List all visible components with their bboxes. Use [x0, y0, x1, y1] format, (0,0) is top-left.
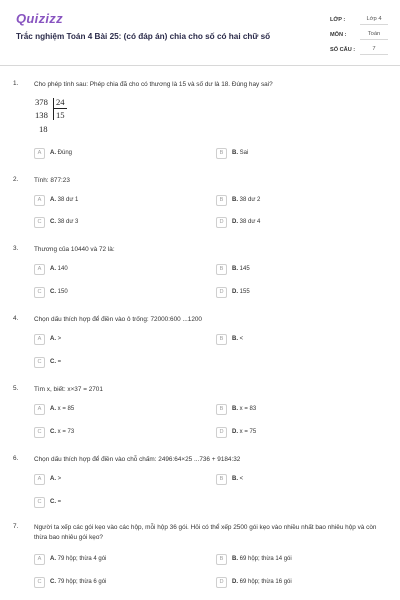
option-text: 38 dư 2 [239, 197, 261, 203]
option-text: 38 dư 1 [57, 197, 79, 203]
option-text: 79 hộp; thừa 4 gói [57, 556, 107, 562]
division-vertical-line [53, 98, 54, 120]
question-text: Chọn dấu thích hợp để điền vào ô trống: 72000:600 ...1200 [34, 316, 202, 323]
meta-value-subject: Toán [360, 31, 388, 40]
option-letter-box: A [34, 554, 45, 565]
option-letter-box: B [216, 554, 227, 565]
question-text: Người ta xếp các gói kẹo vào các hộp, mỗi hộp 36 gói. Hỏi có thể xếp 2500 gói kẹo vào nhiều nhất bao nhiêu hộp và còn thừa bao nhiêu gói kẹo? [34, 524, 377, 541]
option-letter-box: B [216, 474, 227, 485]
option-letter-box: B [216, 404, 227, 415]
question-number: 1. [13, 80, 19, 87]
meta-label-grade: LỚP : [330, 17, 346, 23]
question-text: Chọn dấu thích hợp để điền vào chỗ chấm: 2496:64×25 ...736 + 9184:32 [34, 456, 241, 463]
option-letter-box: A [34, 474, 45, 485]
option-text: Sai [239, 150, 249, 156]
option-text: 38 dư 4 [239, 219, 261, 225]
option-letter-box: D [216, 427, 227, 438]
option-letter-box: A [34, 264, 45, 275]
meta-label-subject: MÔN : [330, 32, 347, 38]
option-text: > [57, 336, 62, 342]
worksheet-title: Trắc nghiệm Toán 4 Bài 25: (có đáp án) chia cho số có hai chữ số [16, 32, 271, 41]
option-letter-box: C [34, 217, 45, 228]
option-letter-box: C [34, 287, 45, 298]
option-text: 79 hộp; thừa 6 gói [57, 579, 107, 585]
option-text: < [239, 476, 244, 482]
option-text: = [57, 359, 62, 365]
option-letter-box: D [216, 577, 227, 588]
meta-value-grade: Lớp 4 [360, 16, 388, 25]
worksheet-header [0, 0, 400, 66]
option-text: 38 dư 3 [57, 219, 79, 225]
option-letter-box: A [34, 404, 45, 415]
question-number: 2. [13, 176, 19, 183]
question-text: Thương của 10440 và 72 là: [34, 246, 115, 253]
option-text: = [57, 499, 62, 505]
option-letter-box: B [216, 148, 227, 159]
option-letter-box: B [216, 334, 227, 345]
option-letter-box: B [216, 195, 227, 206]
option-text: 140 [57, 266, 68, 272]
quizizz-logo: Quizizz [16, 11, 63, 26]
option-letter-box: C [34, 357, 45, 368]
option-text: x = 83 [239, 406, 257, 412]
division-remainder: 18 [39, 124, 48, 134]
question-text: Cho phép tính sau: Phép chia đã cho có thương là 15 và số dư là 18. Đúng hay sai? [34, 81, 273, 88]
meta-value-count: 7 [360, 46, 388, 55]
question-number: 4. [13, 315, 19, 322]
option-letter-box: B [216, 264, 227, 275]
question-number: 7. [13, 523, 19, 530]
question-number: 5. [13, 385, 19, 392]
option-text: Đúng [57, 150, 73, 156]
question-number: 6. [13, 455, 19, 462]
option-letter-box: D [216, 217, 227, 228]
division-quotient: 15 [56, 110, 65, 120]
option-text: x = 85 [57, 406, 75, 412]
option-letter-box: A [34, 148, 45, 159]
option-text: < [239, 336, 244, 342]
option-text: 155 [239, 289, 250, 295]
option-letter-box: C [34, 427, 45, 438]
division-divisor: 24 [56, 97, 65, 107]
option-letter-box: A [34, 195, 45, 206]
option-text: 150 [57, 289, 68, 295]
question-number: 3. [13, 245, 19, 252]
option-text: 69 hộp; thừa 16 gói [239, 579, 292, 585]
option-text: x = 75 [239, 429, 257, 435]
option-text: 145 [239, 266, 250, 272]
option-text: > [57, 476, 62, 482]
option-letter-box: C [34, 577, 45, 588]
option-text: x = 73 [57, 429, 75, 435]
meta-label-count: SỐ CÂU : [330, 47, 356, 53]
option-text: 69 hộp; thừa 14 gói [239, 556, 292, 562]
question-text: Tính: 877:23 [34, 177, 70, 184]
division-horizontal-line [53, 108, 67, 109]
division-dividend: 378 [35, 97, 48, 107]
option-letter-box: D [216, 287, 227, 298]
long-division-figure [35, 97, 95, 141]
option-letter-box: A [34, 334, 45, 345]
question-text: Tìm x, biết: x×37 = 2701 [34, 386, 103, 393]
division-step: 138 [35, 110, 48, 120]
option-letter-box: C [34, 497, 45, 508]
